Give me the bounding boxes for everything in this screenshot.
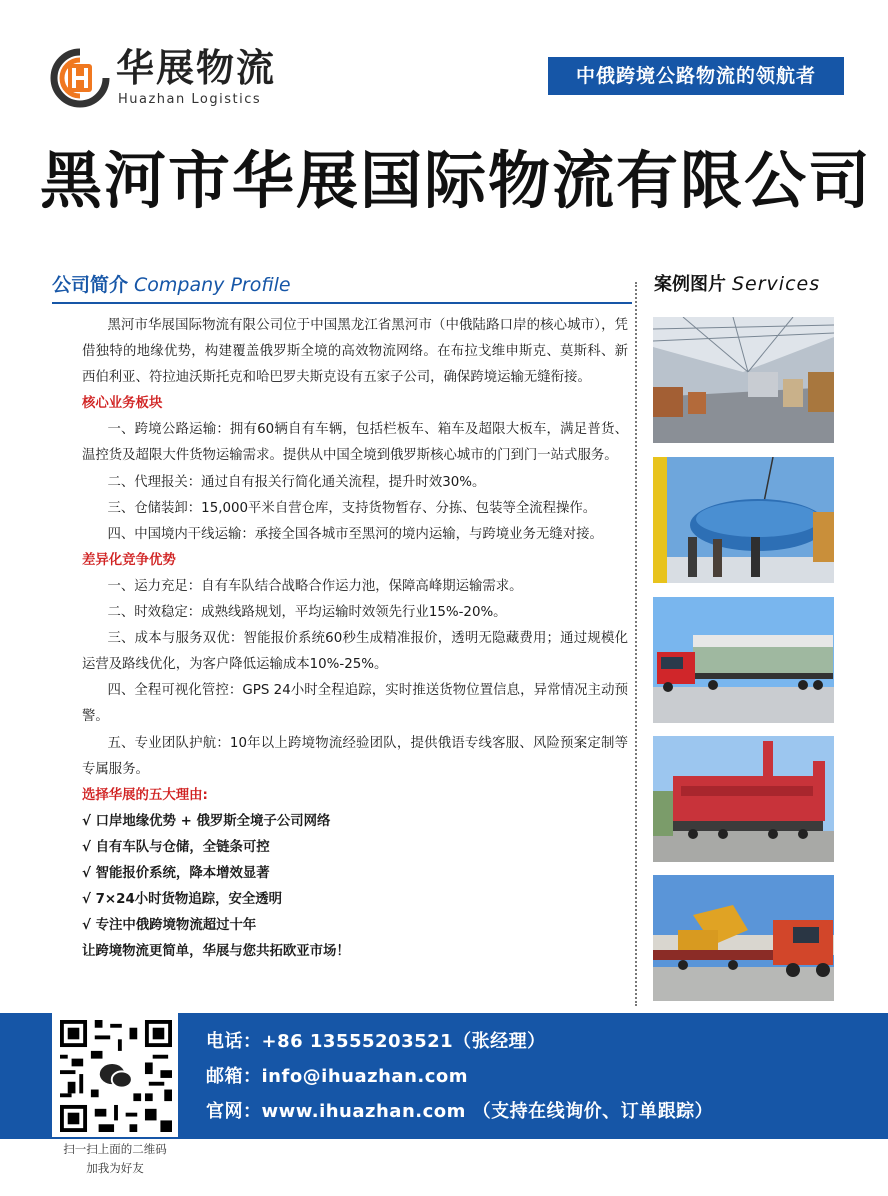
slogan-banner: 中俄跨境公路物流的领航者	[548, 57, 844, 95]
core-item: 二、代理报关：通过自有报关行简化通关流程，提升时效30%。	[107, 474, 486, 490]
qr-caption-scan: 扫一扫上面的二维码	[63, 1142, 167, 1156]
profile-section-title	[52, 270, 291, 297]
reason-item: √ 7×24小时货物追踪，安全透明	[82, 892, 283, 908]
oversize-cargo-photo	[653, 736, 834, 862]
advantage-item: 五、专业团队护航：10年以上跨境物流经验团队，提供俄语专线客服、风险预案定制等专属服务。	[82, 735, 628, 777]
core-business-heading: 核心业务板块	[82, 396, 163, 412]
reason-item: √ 自有车队与仓储，全链条可控	[82, 839, 270, 855]
logo-english-name: Huazhan Logistics	[118, 92, 262, 107]
intro-paragraph: 黑河市华展国际物流有限公司位于中国黑龙江省黑河市（中俄陆路口岸的核心城市），凭借独特的地缘优势，构建覆盖俄罗斯全境的高效物流网络。在布拉戈维申斯克、莫斯科、新西伯利亚、符拉迪沃斯托克和哈巴罗夫斯克设有五家子公司，确保跨境运输无缝衔接。	[82, 318, 628, 386]
profile-content	[82, 313, 628, 965]
reason-item: √ 专注中俄跨境物流超过十年	[82, 918, 257, 934]
dotted-divider	[635, 282, 637, 1006]
profile-title-underline	[52, 302, 632, 304]
advantage-item: 三、成本与服务双优：智能报价系统60秒生成精准报价，透明无隐藏费用；通过规模化运营及路线优化，为客户降低运输成本10%-25%。	[82, 631, 628, 673]
company-title: 黑河市华展国际物流有限公司	[40, 144, 873, 217]
reason-item: √ 口岸地缘优势 + 俄罗斯全境子公司网络	[82, 813, 331, 829]
wechat-qr-code[interactable]	[60, 1020, 172, 1132]
advantage-item: 四、全程可视化管控：GPS 24小时全程追踪，实时推送货物位置信息，异常情况主动预警。	[82, 683, 628, 725]
profile-title-en: Company Profile	[134, 274, 291, 296]
services-section-title	[654, 270, 820, 296]
core-item: 三、仓储装卸：15,000平米自营仓库，支持货物暂存、分拣、包装等全流程操作。	[107, 500, 597, 516]
contact-phone[interactable]: 电话：+86 13555203521（张经理）	[206, 1031, 546, 1052]
reasons-heading: 选择华展的五大理由:	[82, 787, 208, 803]
company-logo	[50, 46, 300, 112]
advantage-item: 一、运力充足：自有车队结合战略合作运力池，保障高峰期运输需求。	[107, 578, 523, 594]
reason-item: √ 智能报价系统，降本增效显著	[82, 865, 270, 881]
excavator-transport-photo	[653, 875, 834, 1001]
advantage-item: 二、时效稳定：成熟线路规划，平均运输时效领先行业15%-20%。	[107, 605, 507, 621]
logo-h-icon	[50, 48, 110, 108]
warehouse-photo	[653, 317, 834, 443]
profile-title-cn: 公司简介	[52, 274, 129, 296]
core-item: 四、中国境内干线运输：承接全国各城市至黑河的境内运输，与跨境业务无缝对接。	[107, 526, 603, 542]
logo-chinese-name: 华展物流	[116, 46, 277, 90]
contact-email[interactable]: 邮箱：info@ihuazhan.com	[206, 1066, 469, 1087]
closing-line: 让跨境物流更简单，华展与您共拓欧亚市场！	[82, 944, 350, 960]
qr-caption-add-friend: 加我为好友	[86, 1161, 144, 1175]
services-title-en: Services	[732, 273, 821, 295]
services-title-cn: 案例图片	[654, 274, 726, 295]
advantage-heading: 差异化竞争优势	[82, 552, 176, 568]
contact-website[interactable]: 官网：www.ihuazhan.com （支持在线询价、订单跟踪）	[206, 1101, 714, 1122]
core-item: 一、跨境公路运输：拥有60辆自有车辆，包括栏板车、箱车及超限大板车，满足普货、温控货及超限大件货物运输需求。提供从中国全境到俄罗斯核心城市的门到门一站式服务。	[82, 422, 628, 464]
cargo-lifting-photo	[653, 457, 834, 583]
truck-convoy-photo	[653, 597, 834, 723]
